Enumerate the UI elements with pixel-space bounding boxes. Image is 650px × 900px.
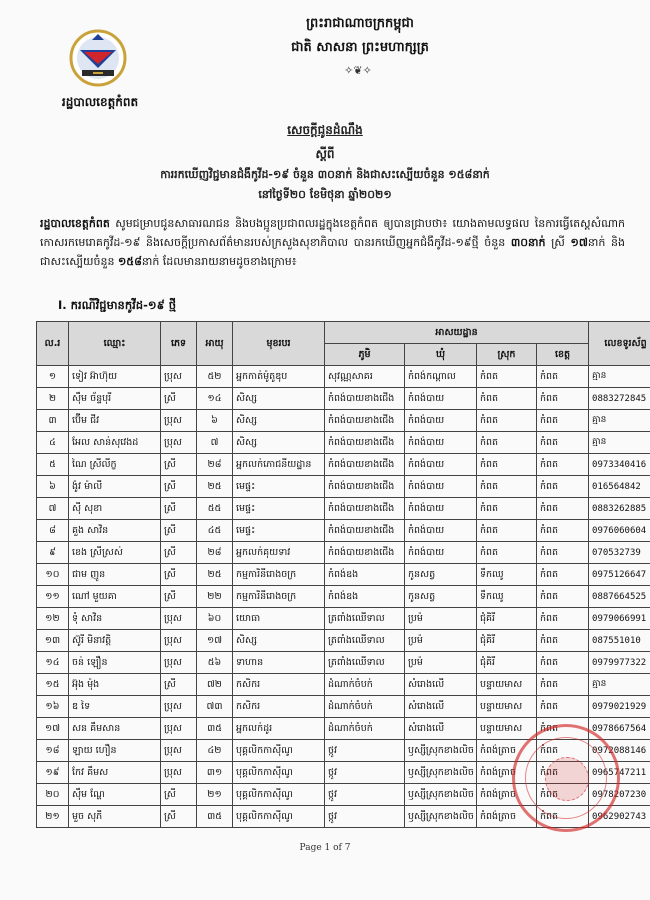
cell-village: ថ្កូវ — [325, 806, 405, 828]
table-row — [37, 432, 650, 454]
cell-occupation: កសិករ — [233, 674, 325, 696]
cell-name: ខេង ស្រីស្រស់ — [69, 542, 161, 564]
cell-age: ៧ — [197, 432, 233, 454]
cell-phone: 0962902743 — [589, 806, 650, 828]
cell-district: ជុំគិរី — [477, 630, 537, 652]
body-lead: រដ្ឋបាលខេត្តកំពត — [40, 217, 110, 230]
table-row — [37, 630, 650, 652]
cell-sex: ប្រុស — [161, 432, 197, 454]
cell-occupation: សិស្ស — [233, 432, 325, 454]
cell-province: កំពត — [537, 806, 589, 828]
cell-commune: ឫស្សីស្រុកខាងលិច — [405, 762, 477, 784]
cell-district: កំពត — [477, 410, 537, 432]
cell-no: ១១ — [37, 586, 69, 608]
cell-province: កំពត — [537, 652, 589, 674]
cell-name: គួង សាវិន — [69, 520, 161, 542]
cell-village: កំពង់បាយខាងជើង — [325, 432, 405, 454]
cell-no: ៩ — [37, 542, 69, 564]
cell-no: ២១ — [37, 806, 69, 828]
cell-no: ១៩ — [37, 762, 69, 784]
cell-province: កំពត — [537, 784, 589, 806]
cell-village: កំពង់ឧង — [325, 564, 405, 586]
cell-no: ១ — [37, 366, 69, 388]
cell-no: ២០ — [37, 784, 69, 806]
body-text-1: សូមជម្រាបជូនសាធារណជន និងបងប្អូនប្រជាពលរដ្ឋក្នុងខេត្តកំពត ឲ្យបានជ្រាបថា៖ យោងតាមលទ្ធផល នៃការធ្វើតេស្តសំណាកកោសរកមេរោគកូវីដ-១៩ និងសេចក្តីប្រកាសព័ត៌មានរបស់ក្រសួងសុខាភិបាល បានរកឃើញអ្នកជំងឺកូវីដ-១៩ថ្មី ចំនួន — [40, 217, 625, 249]
cell-occupation: បុគ្គលិកកាស៊ីណូ — [233, 784, 325, 806]
cell-age: ២១ — [197, 784, 233, 806]
table-row — [37, 652, 650, 674]
cell-phone: 0883262885 — [589, 498, 650, 520]
cell-no: ១៥ — [37, 674, 69, 696]
cell-name: ចន់ ឡឿន — [69, 652, 161, 674]
cell-phone: 0973340416 — [589, 454, 650, 476]
cell-sex: ស្រី — [161, 586, 197, 608]
cell-commune: កំពង់បាយ — [405, 432, 477, 454]
table-row — [37, 608, 650, 630]
cell-district: កំពត — [477, 366, 537, 388]
cell-commune: កំពង់បាយ — [405, 454, 477, 476]
cell-sex: ប្រុស — [161, 608, 197, 630]
cell-age: ៧៣ — [197, 696, 233, 718]
cell-phone: 0979977322 — [589, 652, 650, 674]
cell-commune: សំរោងលើ — [405, 674, 477, 696]
cell-commune: កំពង់កណ្តាល — [405, 366, 477, 388]
body-text-3: នាក់ និងជាសះស្បើយចំនួន — [40, 236, 625, 268]
cell-no: ៨ — [37, 520, 69, 542]
cell-name: មួច សុភី — [69, 806, 161, 828]
table-row — [37, 366, 650, 388]
cell-village: ដំណាក់ចំបក់ — [325, 674, 405, 696]
cell-village: កំពង់បាយខាងជើង — [325, 388, 405, 410]
cell-no: ៣ — [37, 410, 69, 432]
notice-title: សេចក្តីជូនដំណឹង — [287, 123, 363, 137]
cell-occupation: សិស្ស — [233, 630, 325, 652]
cell-district: កំពង់ត្រាច — [477, 784, 537, 806]
cell-phone: 087551010 — [589, 630, 650, 652]
cell-province: កំពត — [537, 762, 589, 784]
cell-phone: 0976060604 — [589, 520, 650, 542]
header-commune: ឃុំ — [405, 344, 477, 366]
cell-commune: ប្រម៉ — [405, 630, 477, 652]
cell-occupation: មេផ្ទះ — [233, 476, 325, 498]
cell-district: កំពត — [477, 498, 537, 520]
cell-name: ស៊ឹម ណ្ហែ — [69, 784, 161, 806]
cell-no: ១២ — [37, 608, 69, 630]
count-new: ៣០នាក់ — [510, 236, 546, 249]
cell-province: កំពត — [537, 432, 589, 454]
cell-name: ណៅ មួយគា — [69, 586, 161, 608]
cell-no: ៤ — [37, 432, 69, 454]
cell-phone: គ្មាន — [589, 410, 650, 432]
cell-age: ៣៥ — [197, 718, 233, 740]
cell-age: ៤២ — [197, 740, 233, 762]
cell-no: ៧ — [37, 498, 69, 520]
notice-subject-label: ស្តីពី — [315, 147, 335, 161]
cell-name: ជាម ញូន — [69, 564, 161, 586]
cell-no: ១៣ — [37, 630, 69, 652]
cell-phone: គ្មាន — [589, 432, 650, 454]
cell-sex: ប្រុស — [161, 410, 197, 432]
official-seal-stamp — [512, 724, 620, 832]
cell-phone: 016564842 — [589, 476, 650, 498]
organization-name: រដ្ឋបាលខេត្តកំពត — [61, 95, 139, 109]
header-no: ល.រ — [37, 322, 69, 366]
cell-phone: 0978207230 — [589, 784, 650, 806]
cell-no: ១៦ — [37, 696, 69, 718]
cell-occupation: មេផ្ទះ — [233, 498, 325, 520]
cell-no: ១៤ — [37, 652, 69, 674]
cell-district: កំពង់ត្រាច — [477, 806, 537, 828]
table-row — [37, 586, 650, 608]
cell-village: កំពង់បាយខាងជើង — [325, 520, 405, 542]
count-female: ១៧ — [570, 236, 588, 249]
table-row — [37, 520, 650, 542]
cell-age: ២៨ — [197, 542, 233, 564]
cell-district: កំពត — [477, 388, 537, 410]
cell-village: កំពង់បាយខាងជើង — [325, 476, 405, 498]
cell-occupation: បុគ្គលិកកាស៊ីណូ — [233, 806, 325, 828]
cell-sex: ស្រី — [161, 454, 197, 476]
cell-name: ស៊ី សុខា — [69, 498, 161, 520]
cell-district: កំពត — [477, 520, 537, 542]
body-text-2: ស្រី — [545, 236, 571, 249]
cell-village: កំពង់បាយខាងជើង — [325, 498, 405, 520]
cell-phone: 0979066991 — [589, 608, 650, 630]
cell-sex: ស្រី — [161, 498, 197, 520]
cell-district: ទឹកឈូ — [477, 564, 537, 586]
cell-sex: ស្រី — [161, 564, 197, 586]
cell-occupation: អ្នកលក់ដូរ — [233, 718, 325, 740]
cell-village: កំពង់បាយខាងជើង — [325, 542, 405, 564]
section-heading: I. ករណីវិជ្ជមានកូវីដ-១៩ ថ្មី — [58, 298, 177, 312]
cell-age: ២៥ — [197, 476, 233, 498]
cell-sex: ស្រី — [161, 476, 197, 498]
cell-sex: ប្រុស — [161, 630, 197, 652]
cell-sex: ស្រី — [161, 388, 197, 410]
cell-age: ៣១ — [197, 762, 233, 784]
cell-occupation: កម្មការិនីរោងចក្រ — [233, 564, 325, 586]
cell-commune: ប្រម៉ — [405, 652, 477, 674]
cell-occupation: មេផ្ទះ — [233, 520, 325, 542]
cell-phone: 070532739 — [589, 542, 650, 564]
cell-name: ទៀវ អ៊ាហ៊ុយ — [69, 366, 161, 388]
cell-commune: សំរោងលើ — [405, 696, 477, 718]
cell-province: កំពត — [537, 388, 589, 410]
cell-occupation: អ្នកលក់ភោជនីយដ្ឋាន — [233, 454, 325, 476]
cell-phone: 0887664525 — [589, 586, 650, 608]
cell-occupation: អ្នកលក់គុយទាវ — [233, 542, 325, 564]
cell-district: កំពង់ត្រាច — [477, 762, 537, 784]
cell-village: ត្រពាំងឈើទាល — [325, 652, 405, 674]
cell-occupation: កសិករ — [233, 696, 325, 718]
cell-phone: 0965747211 — [589, 762, 650, 784]
cell-phone: គ្មាន — [589, 366, 650, 388]
header-age: អាយុ — [197, 322, 233, 366]
cell-name: អ៊ុង ម៉ុង — [69, 674, 161, 696]
cell-district: កំពត — [477, 476, 537, 498]
cell-sex: ស្រី — [161, 542, 197, 564]
notice-date: នៅថ្ងៃទី២០ ខែមិថុនា ឆ្នាំ២០២១ — [258, 188, 392, 201]
cell-commune: ប្រម៉ — [405, 608, 477, 630]
cell-village: កំពង់បាយខាងជើង — [325, 410, 405, 432]
cell-age: ៥៥ — [197, 498, 233, 520]
cell-province: កំពត — [537, 740, 589, 762]
cell-no: ៦ — [37, 476, 69, 498]
cell-name: ឡាយ ហឿន — [69, 740, 161, 762]
cell-phone: 0975126647 — [589, 564, 650, 586]
header-occupation: មុខរបរ — [233, 322, 325, 366]
cell-province: កំពត — [537, 410, 589, 432]
table-row — [37, 674, 650, 696]
header-phone: លេខទូរស័ព្ទ — [589, 322, 650, 366]
table-row — [37, 696, 650, 718]
cell-province: កំពត — [537, 454, 589, 476]
cell-district: កំពត — [477, 542, 537, 564]
cell-province: កំពត — [537, 476, 589, 498]
cell-age: ១៤ — [197, 388, 233, 410]
cell-commune: កំពង់បាយ — [405, 520, 477, 542]
cell-sex: ស្រី — [161, 674, 197, 696]
cell-phone: 0978667564 — [589, 718, 650, 740]
cell-sex: ប្រុស — [161, 652, 197, 674]
cell-province: កំពត — [537, 542, 589, 564]
cell-occupation: បុគ្គលិកកាស៊ីណូ — [233, 740, 325, 762]
cell-occupation: យោធា — [233, 608, 325, 630]
cell-occupation: ទាហាន — [233, 652, 325, 674]
cell-occupation: សិស្ស — [233, 388, 325, 410]
body-text-4: នាក់ ដែលមានរាយនាមដូចខាងក្រោម៖ — [141, 255, 297, 268]
cell-village: សុវណ្ណសាគរ — [325, 366, 405, 388]
table-row — [37, 564, 650, 586]
cell-occupation: កម្មការិនីរោងចក្រ — [233, 586, 325, 608]
cell-name: ទុំ សាវិន — [69, 608, 161, 630]
cell-commune: ឫស្សីស្រុកខាងលិច — [405, 806, 477, 828]
cell-name: កែវ គឹមស — [69, 762, 161, 784]
cell-commune: កំពង់បាយ — [405, 476, 477, 498]
header-name: ឈ្មោះ — [69, 322, 161, 366]
notice-body — [40, 214, 625, 271]
cell-village: ថ្កូវ — [325, 740, 405, 762]
cell-phone: 0883272845 — [589, 388, 650, 410]
cell-sex: ប្រុស — [161, 366, 197, 388]
cell-sex: ស្រី — [161, 784, 197, 806]
cell-age: ៥៦ — [197, 652, 233, 674]
cell-occupation: អ្នកកាត់ម៉ូតូឌុប — [233, 366, 325, 388]
cell-district: ជុំគិរី — [477, 652, 537, 674]
cell-name: ប៊ើម ជីវ — [69, 410, 161, 432]
kingdom-heading: ព្រះរាជាណាចក្រកម្ពុជា — [306, 16, 414, 31]
cell-province: កំពត — [537, 586, 589, 608]
cell-age: ២៥ — [197, 564, 233, 586]
national-motto: ជាតិ សាសនា ព្រះមហាក្សត្រ — [291, 40, 429, 55]
cell-age: ៤៥ — [197, 520, 233, 542]
cell-occupation: សិស្ស — [233, 410, 325, 432]
cell-sex: ប្រុស — [161, 718, 197, 740]
cell-sex: ស្រី — [161, 806, 197, 828]
cell-age: ៧២ — [197, 674, 233, 696]
cell-age: ៥២ — [197, 366, 233, 388]
cell-province: កំពត — [537, 498, 589, 520]
cell-province: កំពត — [537, 608, 589, 630]
cell-district: កំពង់ត្រាច — [477, 740, 537, 762]
page-number: Page 1 of 7 — [299, 843, 351, 853]
cell-district: បន្ទាយមាស — [477, 674, 537, 696]
cell-name: សន គឹមសាន — [69, 718, 161, 740]
notice-subject: ការរកឃើញវិជ្ជមានជំងឺកូវីដ-១៩ ចំនួន ៣០នាក់ និងជាសះស្បើយចំនួន ១៥៨នាក់ — [160, 168, 490, 181]
cell-sex: ប្រុស — [161, 740, 197, 762]
cell-village: ថ្កូវ — [325, 762, 405, 784]
cell-name: ង៉ូវ ម៉ាលី — [69, 476, 161, 498]
cell-commune: កំពង់បាយ — [405, 542, 477, 564]
cell-province: កំពត — [537, 718, 589, 740]
seal-center-emblem — [545, 757, 589, 801]
kampot-logo-icon — [62, 28, 134, 88]
cell-commune: ឫស្សីស្រុកខាងលិច — [405, 740, 477, 762]
cell-province: កំពត — [537, 674, 589, 696]
table-row — [37, 542, 650, 564]
cell-district: បន្ទាយមាស — [477, 696, 537, 718]
cell-village: កំពង់ឧង — [325, 586, 405, 608]
cell-district: ជុំគិរី — [477, 608, 537, 630]
cell-no: ១៧ — [37, 718, 69, 740]
count-recovered: ១៥៨ — [117, 255, 142, 268]
cell-province: កំពត — [537, 630, 589, 652]
cell-name: ណៃ ស្រីលីក្ខ — [69, 454, 161, 476]
cell-sex: ប្រុស — [161, 696, 197, 718]
cell-name: ស៊ឹម ច័ន្ទបុរី — [69, 388, 161, 410]
cell-district: កំពត — [477, 454, 537, 476]
header-province: ខេត្ត — [537, 344, 589, 366]
cell-age: ៦០ — [197, 608, 233, 630]
header-village: ភូមិ — [325, 344, 405, 366]
cell-province: កំពត — [537, 366, 589, 388]
cell-age: ២២ — [197, 586, 233, 608]
cell-phone: 0979021929 — [589, 696, 650, 718]
ornament-divider: ✧❦✧ — [344, 64, 372, 77]
table-row — [37, 498, 650, 520]
cell-commune: កំពង់បាយ — [405, 498, 477, 520]
cell-age: ៦ — [197, 410, 233, 432]
cell-district: កំពត — [477, 432, 537, 454]
cell-district: បន្ទាយមាស — [477, 718, 537, 740]
cell-commune: ឫស្សីស្រុកខាងលិច — [405, 784, 477, 806]
cell-province: កំពត — [537, 520, 589, 542]
cell-name: ឌ ទៃ — [69, 696, 161, 718]
cell-name: ស៊ូរី មិនាវត្តិ — [69, 630, 161, 652]
cell-phone: 0972088146 — [589, 740, 650, 762]
cell-province: កំពត — [537, 564, 589, 586]
cell-village: ដំណាក់ចំបក់ — [325, 696, 405, 718]
cell-village: ត្រពាំងឈើទាល — [325, 630, 405, 652]
cell-commune: សំរោងលើ — [405, 718, 477, 740]
cell-age: ២៨ — [197, 454, 233, 476]
cell-village: ថ្កូវ — [325, 784, 405, 806]
cell-no: ២ — [37, 388, 69, 410]
cell-province: កំពត — [537, 696, 589, 718]
header-address: អាសយដ្ឋាន — [325, 322, 589, 344]
cell-age: ១៧ — [197, 630, 233, 652]
table-row — [37, 410, 650, 432]
cell-commune: កំពង់បាយ — [405, 410, 477, 432]
cell-no: ១០ — [37, 564, 69, 586]
cell-district: ទឹកឈូ — [477, 586, 537, 608]
cell-commune: កូនសត្វ — [405, 564, 477, 586]
header-district: ស្រុក — [477, 344, 537, 366]
table-row — [37, 388, 650, 410]
cell-commune: កំពង់បាយ — [405, 388, 477, 410]
cell-no: ១៨ — [37, 740, 69, 762]
header-sex: ភេទ — [161, 322, 197, 366]
cell-occupation: បុគ្គលិកកាស៊ីណូ — [233, 762, 325, 784]
cell-commune: កូនសត្វ — [405, 586, 477, 608]
cell-sex: ស្រី — [161, 520, 197, 542]
table-row — [37, 454, 650, 476]
cell-no: ៥ — [37, 454, 69, 476]
table-row — [37, 476, 650, 498]
cell-name: អែល សាន់សុវេងដ — [69, 432, 161, 454]
cell-age: ៣៥ — [197, 806, 233, 828]
cell-sex: ប្រុស — [161, 762, 197, 784]
cell-phone: គ្មាន — [589, 674, 650, 696]
cell-village: ត្រពាំងឈើទាល — [325, 608, 405, 630]
cell-village: កំពង់បាយខាងជើង — [325, 454, 405, 476]
cell-village: ដំណាក់ចំបក់ — [325, 718, 405, 740]
